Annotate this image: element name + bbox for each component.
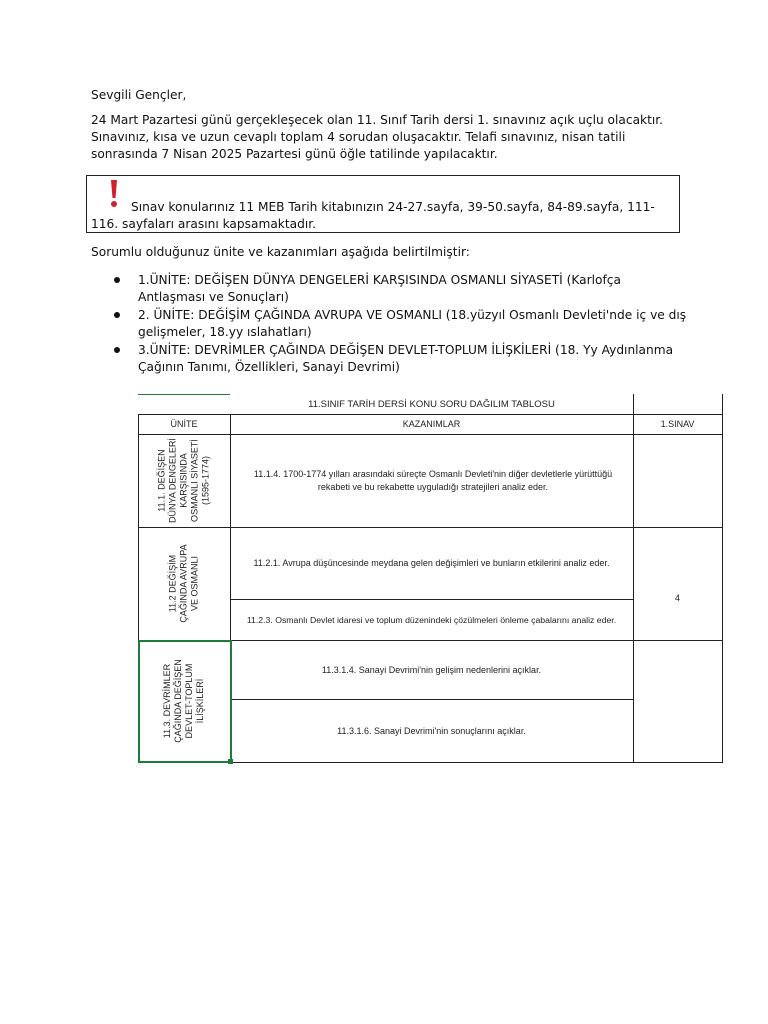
- bullet-icon: [114, 312, 120, 318]
- units-intro: Sorumlu olduğunuz ünite ve kazanımları aşağıda belirtilmiştir:: [91, 245, 470, 259]
- header-exam: 1.SINAV: [660, 419, 695, 429]
- header-unit: ÜNİTE: [170, 419, 198, 429]
- outcome-cell: 11.3.1.4. Sanayi Devrimi'nin gelişim nedenlerini açıklar.: [321, 664, 542, 675]
- list-item: [91, 272, 691, 306]
- bullet-icon: [114, 277, 120, 283]
- question-count: 4: [674, 593, 680, 603]
- outcome-cell: 11.2.3. Osmanlı Devlet idaresi ve toplum düzenindeki çözülmeleri önleme çabalarını analiz eder.: [246, 614, 617, 625]
- outcome-cell: 11.2.1. Avrupa düşüncesinde meydana gelen değişimleri ve bunların etkilerini analiz eder.: [253, 558, 610, 568]
- unit-label: 11.3. DEVRİMLER ÇAĞINDA DEĞİŞEN DEVLET-TOPLUM İLİŞKİLERİ: [162, 659, 205, 743]
- unit-cell-2: [138, 527, 230, 640]
- intro-paragraph: 24 Mart Pazartesi günü gerçekleşecek olan 11. Sınıf Tarih dersi 1. sınavınız açık uçlu olacaktır. Sınavınız, kısa ve uzun cevaplı toplam 4 sorudan oluşacaktır. Telafi sınavınız, nisan tatili sonrasında 7 Nisan 2025 Pazartesi günü öğle tatilinde yapılacaktır.: [91, 113, 664, 161]
- table-title: 11.SINIF TARİH DERSİ KONU SORU DAĞILIM TABLOSU: [308, 398, 555, 410]
- distribution-table: [138, 394, 723, 764]
- unit-cell-1: [138, 434, 230, 527]
- header-outcomes: KAZANIMLAR: [402, 419, 461, 429]
- greeting: Sevgili Gençler,: [91, 88, 187, 102]
- unit-list: [91, 272, 691, 377]
- unit-label: 11.1. DEĞİŞEN DÜNYA DENGELERİ KARŞISINDA OSMANLI SİYASETİ (1595-1774): [156, 438, 211, 523]
- list-item: [91, 307, 691, 341]
- outcome-cell: 11.3.1.6. Sanayi Devrimi'nin sonuçlarını açıklar.: [337, 725, 526, 736]
- list-item-text: 2. ÜNİTE: DEĞİŞİM ÇAĞINDA AVRUPA VE OSMANLI (18.yüzyıl Osmanlı Devleti'nde iç ve dış gelişmeler, 18.yy ıslahatları): [138, 308, 687, 339]
- list-item-text: 1.ÜNİTE: DEĞİŞEN DÜNYA DENGELERİ KARŞISINDA OSMANLI SİYASETİ (Karlofça Antlaşması ve Sonuçları): [138, 273, 621, 304]
- outcome-cell: 11.1.4. 1700-1774 yılları arasındaki süreçte Osmanlı Devleti'nin diğer devletlerle yürüttüğü rekabeti ve bu rekabette uyguladığı stratejileri analiz eder.: [253, 468, 613, 492]
- unit-label: 11.2 DEĞİŞİM ÇAĞINDA AVRUPA VE OSMANLI: [167, 544, 200, 623]
- list-item: [91, 342, 691, 376]
- notice-box: [86, 175, 680, 233]
- notice-text: Sınav konularınız 11 MEB Tarih kitabınızın 24-27.sayfa, 39-50.sayfa, 84-89.sayfa, 111-116. sayfaları arasını kapsamaktadır.: [91, 200, 655, 231]
- list-item-text: 3.ÜNİTE: DEVRİMLER ÇAĞINDA DEĞİŞEN DEVLET-TOPLUM İLİŞKİLERİ (18. Yy Aydınlanma Çağının Tanımı, Özellikleri, Sanayi Devrimi): [138, 343, 674, 374]
- unit-cell-3: [138, 640, 230, 762]
- bullet-icon: [114, 347, 120, 353]
